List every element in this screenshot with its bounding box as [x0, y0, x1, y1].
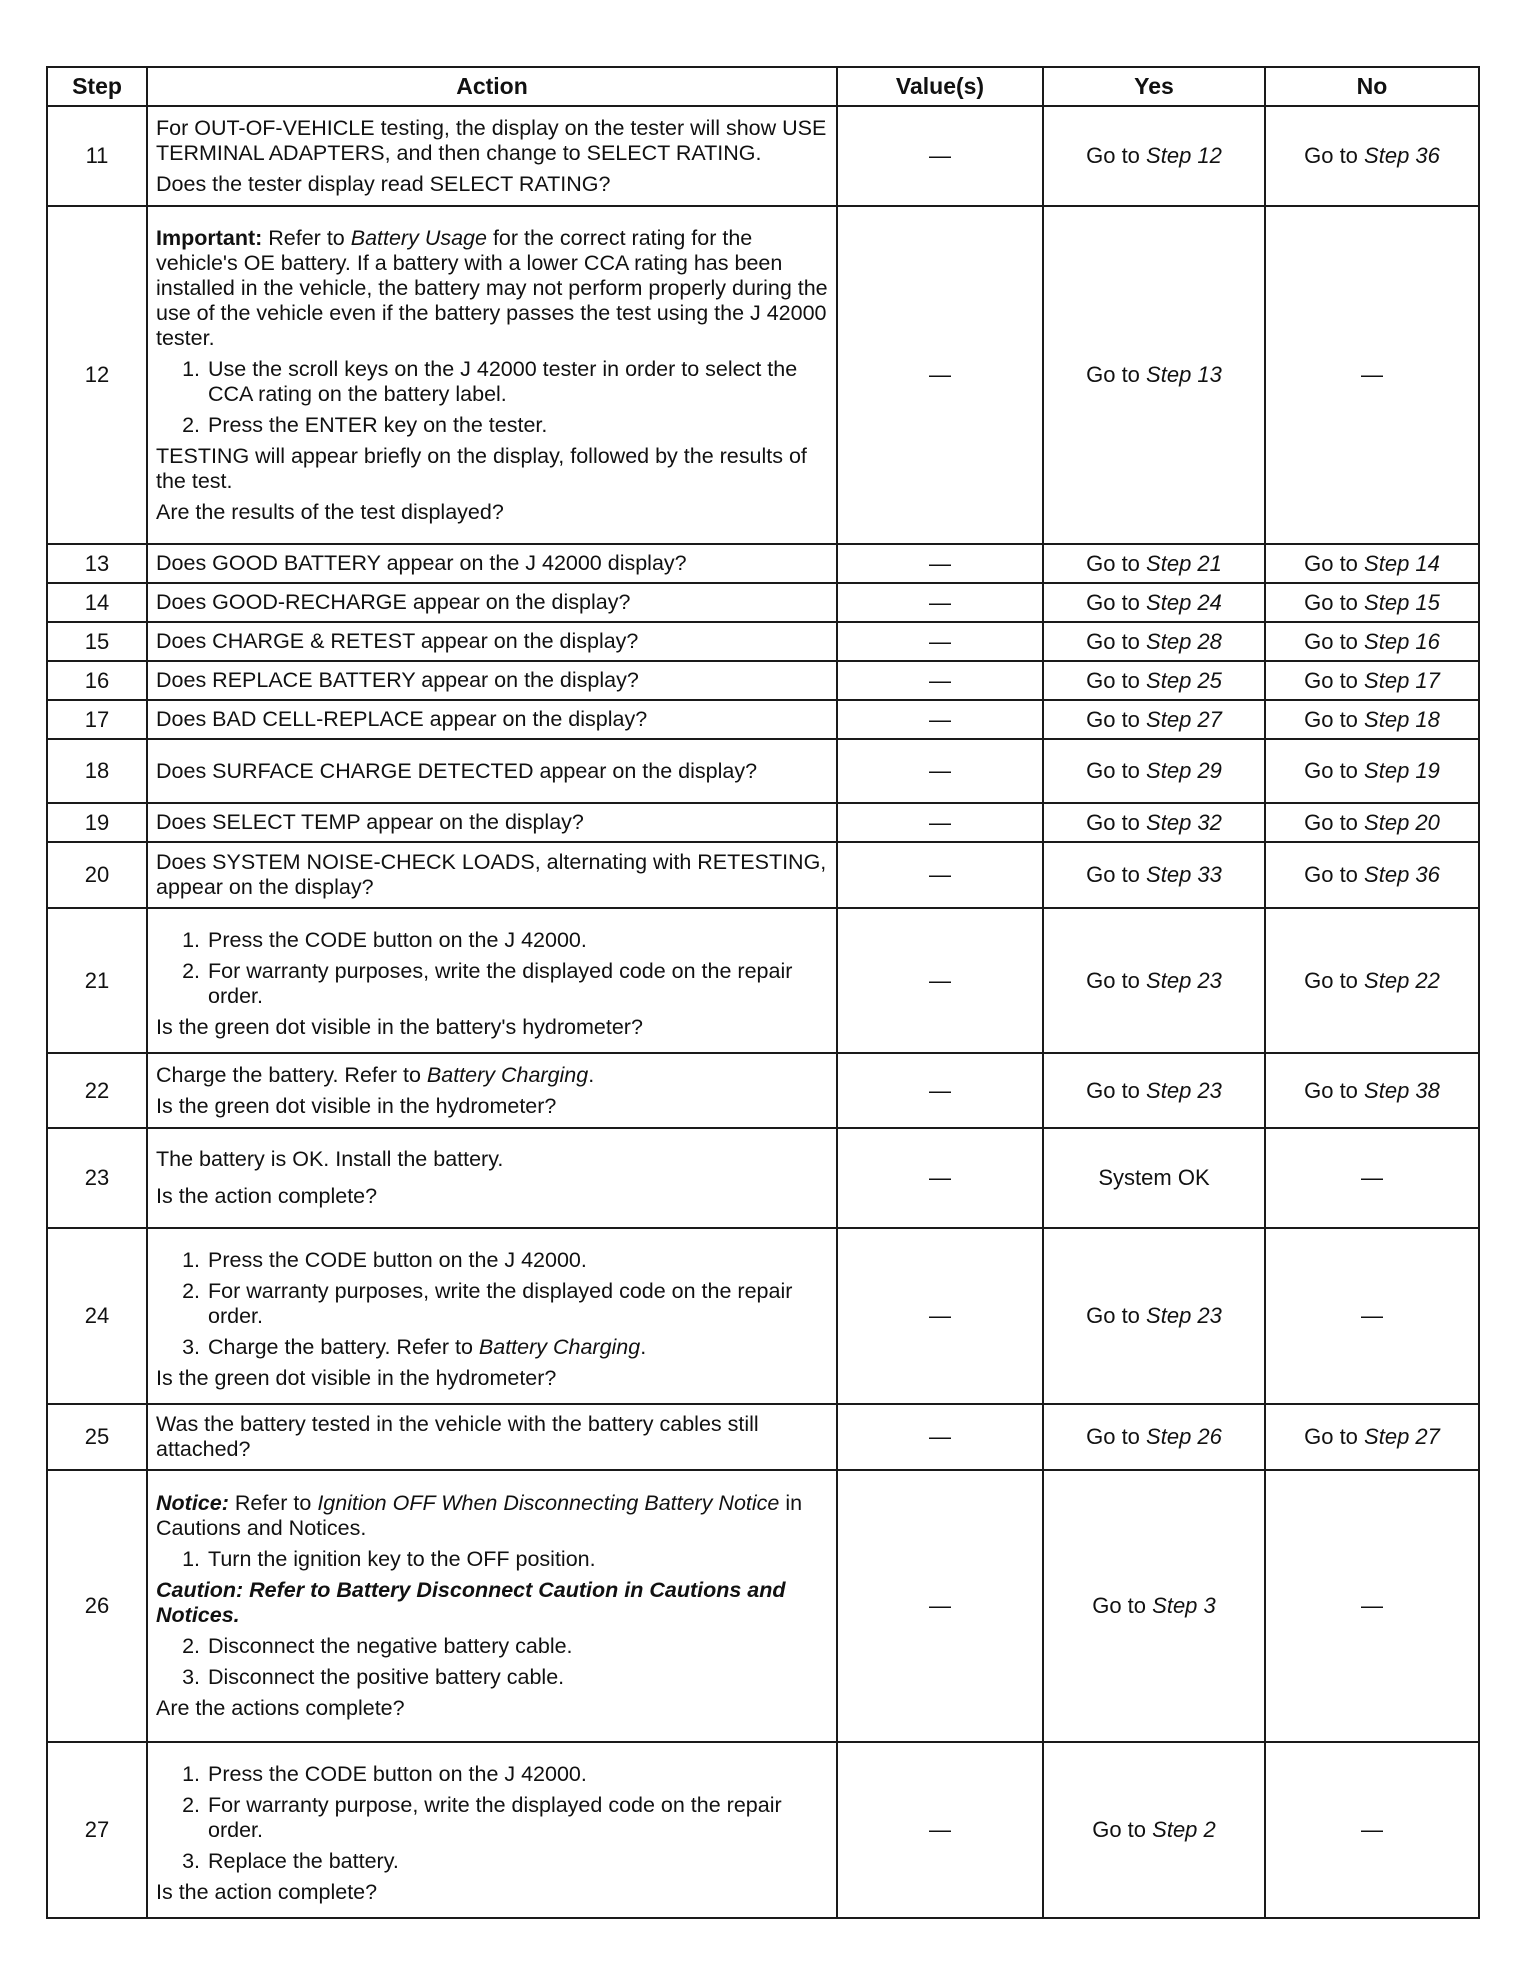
value-cell: — [837, 700, 1043, 739]
yes-step-ref: Step 33 [1146, 862, 1222, 887]
step-number: 22 [47, 1053, 147, 1128]
action-cell [147, 1470, 837, 1742]
value-cell: — [837, 206, 1043, 544]
goto-label: Go to [1092, 1593, 1147, 1618]
value-cell: — [837, 1404, 1043, 1470]
action-question: Does GOOD-RECHARGE appear on the display? [147, 583, 837, 622]
step-number: 27 [47, 1742, 147, 1918]
no-cell [1265, 908, 1479, 1053]
action-question: Are the actions complete? [156, 1696, 405, 1720]
goto-label: Go to [1304, 758, 1358, 783]
action-question: Is the action complete? [156, 1184, 378, 1208]
no-step-ref: Step 19 [1364, 758, 1440, 783]
yes-cell [1043, 622, 1265, 661]
no-cell: — [1265, 1228, 1479, 1404]
substep-list [156, 928, 828, 1009]
goto-label: Go to [1086, 362, 1140, 387]
goto-label: Go to [1086, 589, 1140, 615]
step-number: 16 [47, 661, 147, 700]
yes-step-ref: Step 23 [1146, 1303, 1222, 1328]
substep: 1. Turn the ignition key to the OFF position. [206, 1547, 828, 1572]
header-step: Step [47, 67, 147, 106]
yes-step-ref: Step 13 [1146, 362, 1222, 387]
yes-step-ref: Step 27 [1146, 706, 1222, 732]
value-cell: — [837, 1053, 1043, 1128]
no-cell [1265, 622, 1479, 661]
no-cell [1265, 1404, 1479, 1470]
step-number: 15 [47, 622, 147, 661]
no-step-ref: Step 36 [1364, 862, 1440, 887]
yes-cell [1043, 1053, 1265, 1128]
notice-text: in Cautions and Notices. [156, 1491, 803, 1540]
no-step-ref: Step 27 [1364, 1424, 1440, 1449]
goto-label: Go to [1086, 862, 1140, 887]
action-question: Does GOOD BATTERY appear on the J 42000 display? [147, 544, 837, 583]
no-cell [1265, 661, 1479, 700]
substep [206, 1335, 828, 1360]
substep-list [156, 357, 828, 438]
value-cell: — [837, 1128, 1043, 1228]
step-number: 24 [47, 1228, 147, 1404]
table-row [47, 739, 1479, 803]
substep-list [156, 1248, 828, 1360]
important-text: Refer to [262, 225, 351, 250]
step-number: 26 [47, 1470, 147, 1742]
yes-cell [1043, 700, 1265, 739]
substep-list [156, 1762, 828, 1874]
table-row [47, 1742, 1479, 1918]
battery-charging-ref: Battery Charging [478, 1334, 641, 1359]
step-number: 12 [47, 206, 147, 544]
goto-label: Go to [1304, 809, 1358, 835]
no-cell: — [1265, 1128, 1479, 1228]
no-cell [1265, 583, 1479, 622]
no-cell [1265, 544, 1479, 583]
yes-step-ref: Step 2 [1152, 1817, 1216, 1842]
goto-label: Go to [1086, 1077, 1140, 1103]
action-question: Does SURFACE CHARGE DETECTED appear on the display? [147, 739, 837, 803]
table-row [47, 106, 1479, 206]
table-row [47, 1053, 1479, 1128]
step-number: 21 [47, 908, 147, 1053]
substep: 2. Disconnect the negative battery cable. [206, 1634, 828, 1659]
yes-step-ref: Step 12 [1146, 143, 1222, 168]
yes-step-ref: Step 29 [1146, 758, 1222, 783]
table-row [47, 583, 1479, 622]
substep: 1. Press the CODE button on the J 42000. [206, 928, 828, 953]
table-row [47, 1128, 1479, 1228]
value-cell: — [837, 544, 1043, 583]
goto-label: Go to [1086, 550, 1140, 576]
action-question: Does CHARGE & RETEST appear on the display? [147, 622, 837, 661]
yes-cell [1043, 842, 1265, 908]
action-question: Is the action complete? [156, 1879, 378, 1904]
value-cell: — [837, 842, 1043, 908]
table-row [47, 661, 1479, 700]
table-row [47, 1404, 1479, 1470]
substep: 2. For warranty purpose, write the displayed code on the repair order. [206, 1793, 828, 1843]
goto-label: Go to [1304, 589, 1358, 615]
no-step-ref: Step 38 [1364, 1077, 1440, 1103]
yes-cell [1043, 583, 1265, 622]
header-row [47, 67, 1479, 106]
no-step-ref: Step 18 [1364, 706, 1440, 732]
ignition-off-notice-ref: Ignition OFF When Disconnecting Battery Notice [317, 1491, 780, 1515]
yes-cell [1043, 908, 1265, 1053]
notice-label: Notice: [156, 1491, 229, 1515]
step-number: 13 [47, 544, 147, 583]
header-action: Action [147, 67, 837, 106]
table-row [47, 544, 1479, 583]
no-cell [1265, 803, 1479, 842]
header-no: No [1265, 67, 1479, 106]
goto-label: Go to [1304, 967, 1358, 993]
goto-label: Go to [1092, 1817, 1147, 1842]
goto-label: Go to [1086, 143, 1140, 168]
action-cell [147, 206, 837, 544]
yes-cell [1043, 1742, 1265, 1918]
table-row [47, 908, 1479, 1053]
action-question: Does REPLACE BATTERY appear on the display? [147, 661, 837, 700]
action-cell [147, 1228, 837, 1404]
no-cell [1265, 106, 1479, 206]
goto-label: Go to [1086, 667, 1140, 693]
yes-step-ref: Step 23 [1146, 967, 1222, 993]
yes-step-ref: Step 21 [1146, 550, 1222, 576]
substep: 2. For warranty purposes, write the displayed code on the repair order. [206, 959, 828, 1009]
no-cell [1265, 700, 1479, 739]
value-cell: — [837, 1742, 1043, 1918]
value-cell: — [837, 739, 1043, 803]
yes-cell [1043, 739, 1265, 803]
substep: 1. Press the CODE button on the J 42000. [206, 1762, 828, 1787]
important-note [156, 226, 828, 351]
no-cell [1265, 739, 1479, 803]
step-number: 23 [47, 1128, 147, 1228]
substep-text: . [640, 1334, 647, 1359]
action-text [156, 1063, 828, 1088]
yes-step-ref: Step 28 [1146, 628, 1222, 654]
yes-cell [1043, 544, 1265, 583]
no-step-ref: Step 22 [1364, 967, 1440, 993]
table-row [47, 206, 1479, 544]
action-text: The battery is OK. Install the battery. [156, 1147, 504, 1171]
step-number: 17 [47, 700, 147, 739]
goto-label: Go to [1086, 967, 1140, 993]
yes-cell [1043, 106, 1265, 206]
yes-step-ref: Step 3 [1152, 1593, 1216, 1618]
no-cell [1265, 842, 1479, 908]
goto-label: Go to [1086, 1424, 1140, 1449]
substep: 2. For warranty purposes, write the displayed code on the repair order. [206, 1279, 828, 1329]
no-step-ref: Step 17 [1364, 667, 1440, 693]
value-cell: — [837, 803, 1043, 842]
yes-cell [1043, 661, 1265, 700]
yes-step-ref: Step 25 [1146, 667, 1222, 693]
goto-label: Go to [1086, 809, 1140, 835]
notice-text: Refer to [228, 1491, 318, 1515]
yes-step-ref: Step 26 [1146, 1424, 1222, 1449]
table-row [47, 1228, 1479, 1404]
table-row [47, 700, 1479, 739]
goto-label: Go to [1304, 667, 1358, 693]
table-row [47, 1470, 1479, 1742]
goto-label: Go to [1304, 1424, 1358, 1449]
table-row [47, 622, 1479, 661]
battery-usage-ref: Battery Usage [350, 225, 487, 250]
action-question: Does BAD CELL-REPLACE appear on the display? [147, 700, 837, 739]
yes-step-ref: Step 23 [1146, 1077, 1222, 1103]
action-question: Does SELECT TEMP appear on the display? [147, 803, 837, 842]
substep-list [156, 1547, 828, 1572]
yes-step-ref: Step 32 [1146, 809, 1222, 835]
substep: 2. Press the ENTER key on the tester. [206, 413, 828, 438]
action-question: Does the tester display read SELECT RATING? [156, 171, 611, 196]
no-step-ref: Step 36 [1364, 143, 1440, 168]
action-cell [147, 106, 837, 206]
no-cell: — [1265, 1742, 1479, 1918]
important-text: for the correct rating for the vehicle's OE battery. If a battery with a lower CCA rating has been installed in the vehicle, the battery may not perform properly during the use of the vehicle even if the battery passes the test using the J 42000 tester. [156, 225, 828, 350]
yes-cell: System OK [1043, 1128, 1265, 1228]
table-row [47, 803, 1479, 842]
action-question: Is the green dot visible in the hydrometer? [156, 1093, 557, 1118]
goto-label: Go to [1304, 550, 1358, 576]
goto-label: Go to [1304, 862, 1358, 887]
action-question: Was the battery tested in the vehicle with the battery cables still attached? [147, 1404, 837, 1470]
no-step-ref: Step 14 [1364, 550, 1440, 576]
step-number: 20 [47, 842, 147, 908]
no-cell: — [1265, 1470, 1479, 1742]
caution-note: Caution: Refer to Battery Disconnect Caution in Cautions and Notices. [156, 1578, 786, 1627]
value-cell: — [837, 622, 1043, 661]
no-step-ref: Step 15 [1364, 589, 1440, 615]
step-number: 11 [47, 106, 147, 206]
substep: 3. Replace the battery. [206, 1849, 828, 1874]
substep: 1. Use the scroll keys on the J 42000 tester in order to select the CCA rating on the battery label. [206, 357, 828, 407]
important-label: Important: [156, 225, 263, 250]
action-cell [147, 1053, 837, 1128]
action-text: For OUT-OF-VEHICLE testing, the display on the tester will show USE TERMINAL ADAPTERS, and then change to SELECT RATING. [156, 115, 827, 165]
goto-label: Go to [1086, 1303, 1140, 1328]
no-cell [1265, 1053, 1479, 1128]
table-row [47, 842, 1479, 908]
yes-step-ref: Step 24 [1146, 589, 1222, 615]
action-question: Does SYSTEM NOISE-CHECK LOADS, alternating with RETESTING, appear on the display? [147, 842, 837, 908]
no-step-ref: Step 16 [1364, 628, 1440, 654]
value-cell: — [837, 106, 1043, 206]
header-values: Value(s) [837, 67, 1043, 106]
action-cell [147, 908, 837, 1053]
no-step-ref: Step 20 [1364, 809, 1440, 835]
action-question: Are the results of the test displayed? [156, 499, 504, 524]
yes-cell [1043, 1404, 1265, 1470]
value-cell: — [837, 1470, 1043, 1742]
goto-label: Go to [1304, 143, 1358, 168]
value-cell: — [837, 1228, 1043, 1404]
action-text-part: Charge the battery. Refer to [156, 1062, 427, 1087]
action-text-part: . [588, 1062, 595, 1087]
yes-cell [1043, 1470, 1265, 1742]
step-number: 14 [47, 583, 147, 622]
action-cell [147, 1128, 837, 1228]
action-question: Is the green dot visible in the battery's hydrometer? [156, 1014, 643, 1039]
goto-label: Go to [1086, 706, 1140, 732]
substep-text: Charge the battery. Refer to [208, 1334, 479, 1359]
action-question: Is the green dot visible in the hydrometer? [156, 1365, 557, 1390]
value-cell: — [837, 583, 1043, 622]
step-number: 18 [47, 739, 147, 803]
notice-note [156, 1491, 828, 1541]
goto-label: Go to [1304, 706, 1358, 732]
goto-label: Go to [1086, 628, 1140, 654]
diagnostic-table [46, 66, 1480, 1919]
substep: 3. Disconnect the positive battery cable. [206, 1665, 828, 1690]
goto-label: Go to [1304, 1077, 1358, 1103]
step-number: 25 [47, 1404, 147, 1470]
action-text: TESTING will appear briefly on the display, followed by the results of the test. [156, 443, 807, 493]
goto-label: Go to [1086, 758, 1140, 783]
substep: 1. Press the CODE button on the J 42000. [206, 1248, 828, 1273]
yes-cell [1043, 1228, 1265, 1404]
goto-label: Go to [1304, 628, 1358, 654]
battery-charging-ref: Battery Charging [426, 1062, 589, 1087]
header-yes: Yes [1043, 67, 1265, 106]
yes-cell [1043, 206, 1265, 544]
yes-cell [1043, 803, 1265, 842]
value-cell: — [837, 908, 1043, 1053]
no-cell: — [1265, 206, 1479, 544]
action-cell [147, 1742, 837, 1918]
step-number: 19 [47, 803, 147, 842]
substep-list [156, 1634, 828, 1690]
value-cell: — [837, 661, 1043, 700]
